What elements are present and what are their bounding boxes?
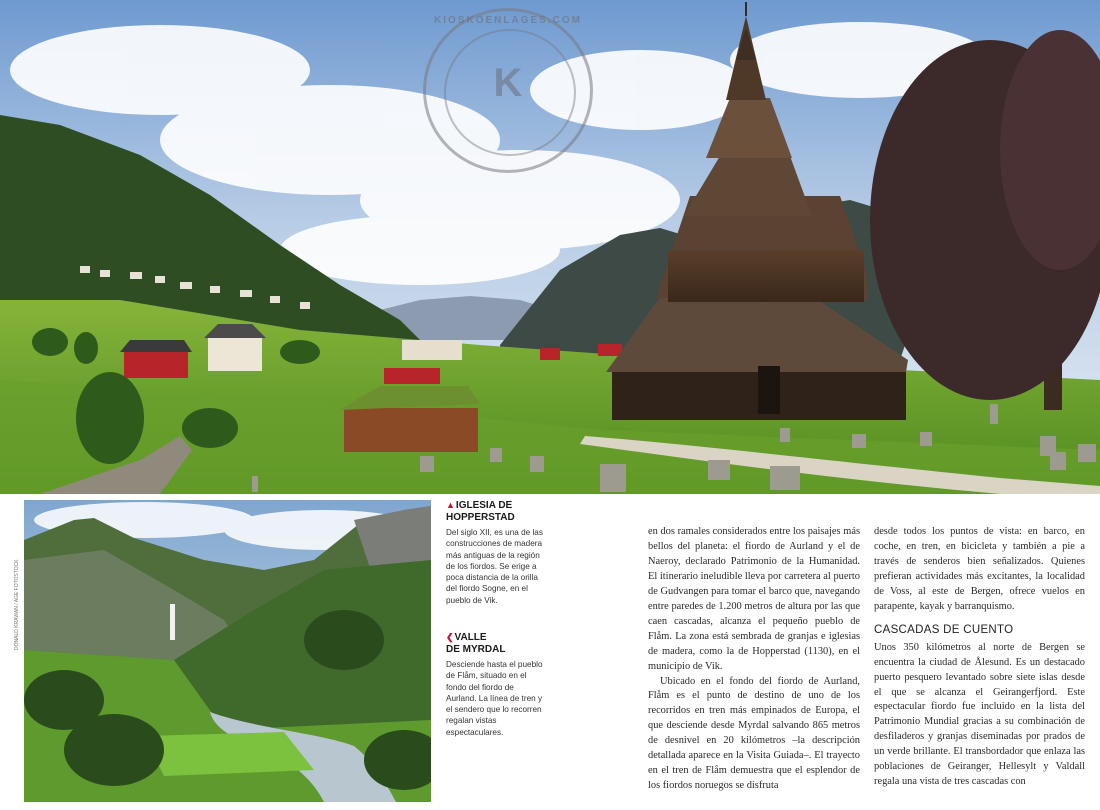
article-column-1: [648, 525, 860, 794]
caption-myrdal: [446, 632, 546, 738]
column1-paragraph-2: Ubicado en el fondo del fiordo de Aurland, Flåm es el punto de destino de uno de los recorridos en tren más empinados de Europa, el que desciende desde Myrdal salvando 865 metros de desnivel en 20 kilómetros –la descripción detallada aparece en la Visita Guiada–. El trayecto en el tren de Flåm demuestra que el esplendor de los fiordos noruegos se disfruta: [648, 675, 860, 792]
caption-hopperstad-title: ▲IGLESIA DE HOPPERSTAD: [446, 500, 515, 523]
watermark-badge: K: [493, 61, 523, 105]
article-column-2: [874, 525, 1085, 790]
column2-paragraph-2: Unos 350 kilómetros al norte de Bergen se encuentra la ciudad de Ålesund. Es un destacado puerto pesquero levantado sobre siete islas desde el que se alcanza el Geirangerfjord. Este espectacular fiordo fue incluido en la lista del Patrimonio Mundial gracias a su combinación de desfiladeros y granjas diseminadas por prados de un verde brillante. El transbordador que enlaza las poblaciones de Geiranger, Hellesylt y Valdall regala una vista de tres cascadas con: [874, 641, 1085, 788]
column2-paragraph-1: desde todos los puntos de vista: en barco, en coche, en tren, en bicicleta y también a pie a través de senderos bien señalizados. Quienes prefieran actividades más excitantes, la localidad de Voss, al este de Bergen, ofrece vuelos en parapente, kayak y barranquismo.: [874, 526, 1085, 612]
photo-credit: DONALD KRAWAN / AGE FOTOSTOCK: [14, 559, 20, 650]
caption-myrdal-body: Desciende hasta el pueblo de Flåm, situado en el fondo del fiordo de Aurland. La línea de tren y el sendero que lo recorren regalan vistas espectaculares.: [446, 660, 543, 737]
caption-myrdal-title: ❮VALLE DE MYRDAL: [446, 632, 506, 655]
watermark-stamp: [423, 8, 593, 173]
caption-hopperstad: [446, 500, 546, 606]
caption-hopperstad-body: Del siglo XII, es una de las construcciones de madera más antiguas de la región de los fiordos. Se erige a poca distancia de la orilla del fiordo Sogne, en el pueblo de Vik.: [446, 528, 543, 605]
myrdal-valley-photo: [24, 500, 431, 802]
arrow-up-icon: ▲: [446, 500, 455, 510]
column1-paragraph-1: en dos ramales considerados entre los paisajes más bellos del planeta: el fiordo de Aurland y el de Naeroy, declarado Patrimonio de la Humanidad. El itinerario ineludible lleva por carretera al puerto de Gudvangen para tomar el barco que, navegando entre paredes de 1.200 metros de altura por las que caen cascadas, alcanza el pequeño pueblo de Flåm. La zona está sembrada de granjas e iglesias de madera, como la de Hopperstad (1130), en el municipio de Vik.: [648, 526, 860, 672]
section-heading-cascadas: CASCADAS DE CUENTO: [874, 623, 1014, 636]
watermark-text: KIOSKOENLAGES.COM: [434, 15, 582, 26]
valley-illustration: [24, 500, 431, 802]
arrow-left-icon: ❮: [446, 632, 454, 642]
waterfall: [170, 604, 175, 640]
